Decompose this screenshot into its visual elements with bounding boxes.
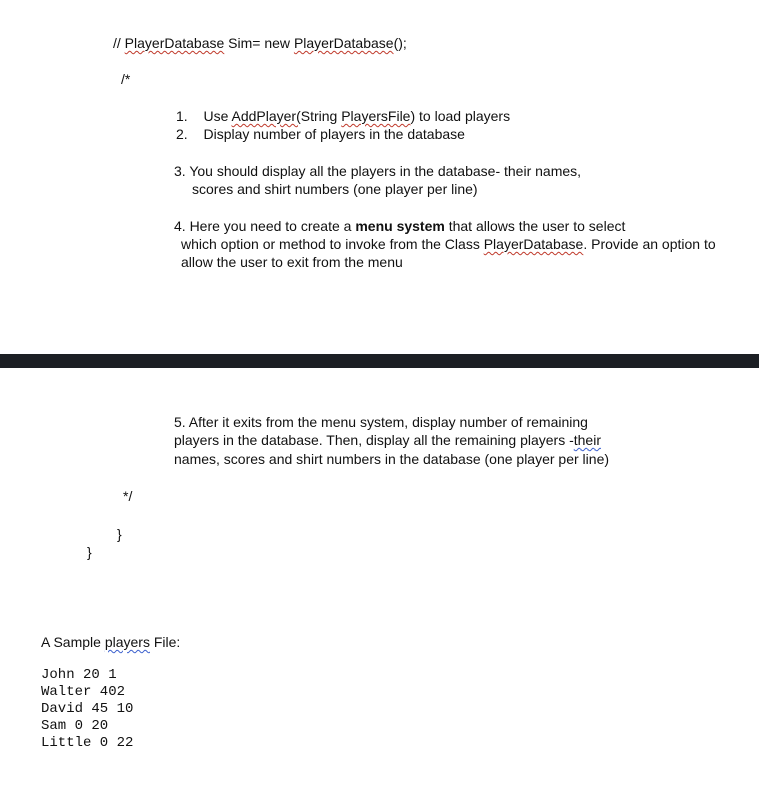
declaration-suffix: (); — [393, 35, 407, 51]
sample-label-players: players — [104, 634, 150, 650]
step-4-line-1-post: that allows the user to select — [444, 218, 626, 234]
step-1-method: AddPlayer( — [231, 108, 301, 124]
step-4-class-name: PlayerDatabase — [483, 236, 584, 252]
step-1-param-type: String — [300, 108, 342, 124]
step-2 — [176, 125, 465, 143]
sample-line: John 20 1 — [41, 667, 117, 683]
sample-line: David 45 10 — [41, 701, 134, 717]
step-4-line-2 — [181, 235, 716, 253]
step-5-line-1: 5. After it exits from the menu system, display number of remaining — [174, 414, 588, 430]
step-5-their: their — [573, 432, 601, 448]
sample-file-contents — [41, 667, 133, 752]
step-4-line-2-pre: which option or method to invoke from the Class — [181, 236, 484, 252]
step-5-line-2-pre: players in the database. Then, display all the remaining players - — [174, 432, 574, 448]
code-declaration-line — [113, 34, 407, 52]
step-4-menu-system: menu system — [355, 218, 445, 234]
step-4-line-1-pre: 4. Here you need to create a — [174, 218, 356, 234]
sample-file-label — [41, 633, 180, 651]
step-3-line-1: 3. You should display all the players in the database- their names, — [174, 163, 582, 179]
closing-brace-outer: } — [87, 544, 92, 560]
step-3-line-2: scores and shirt numbers (one player per line) — [192, 181, 478, 197]
sample-line: Little 0 22 — [41, 735, 134, 751]
step-5-line-2 — [174, 431, 601, 449]
step-1-param-name: PlayersFile — [341, 108, 411, 124]
step-2-number: 2. — [176, 126, 188, 142]
step-4-line-2-post: . Provide an option to — [583, 236, 716, 252]
step-5-line-3: names, scores and shirt numbers in the database (one player per line) — [174, 451, 610, 467]
step-4-line-3: allow the user to exit from the menu — [181, 254, 403, 270]
closing-brace-inner: } — [117, 526, 122, 542]
sample-label-post: File: — [149, 634, 181, 650]
declaration-middle: Sim= new — [224, 35, 294, 51]
step-1-prefix: Use — [203, 108, 232, 124]
page-divider — [0, 354, 759, 368]
step-2-text: Display number of players in the database — [203, 126, 465, 142]
class-name-player-database-constructor: PlayerDatabase — [293, 35, 394, 51]
step-1 — [176, 107, 510, 125]
step-1-rest: ) to load players — [410, 108, 511, 124]
comment-close: */ — [123, 488, 133, 504]
comment-prefix: // — [113, 35, 125, 51]
sample-label-pre: A Sample — [41, 634, 105, 650]
comment-open: /* — [121, 71, 131, 87]
sample-line: Walter 402 — [41, 684, 126, 700]
class-name-player-database: PlayerDatabase — [124, 35, 225, 51]
sample-line: Sam 0 20 — [41, 718, 109, 734]
step-4-line-1 — [174, 217, 625, 235]
step-1-number: 1. — [176, 108, 188, 124]
